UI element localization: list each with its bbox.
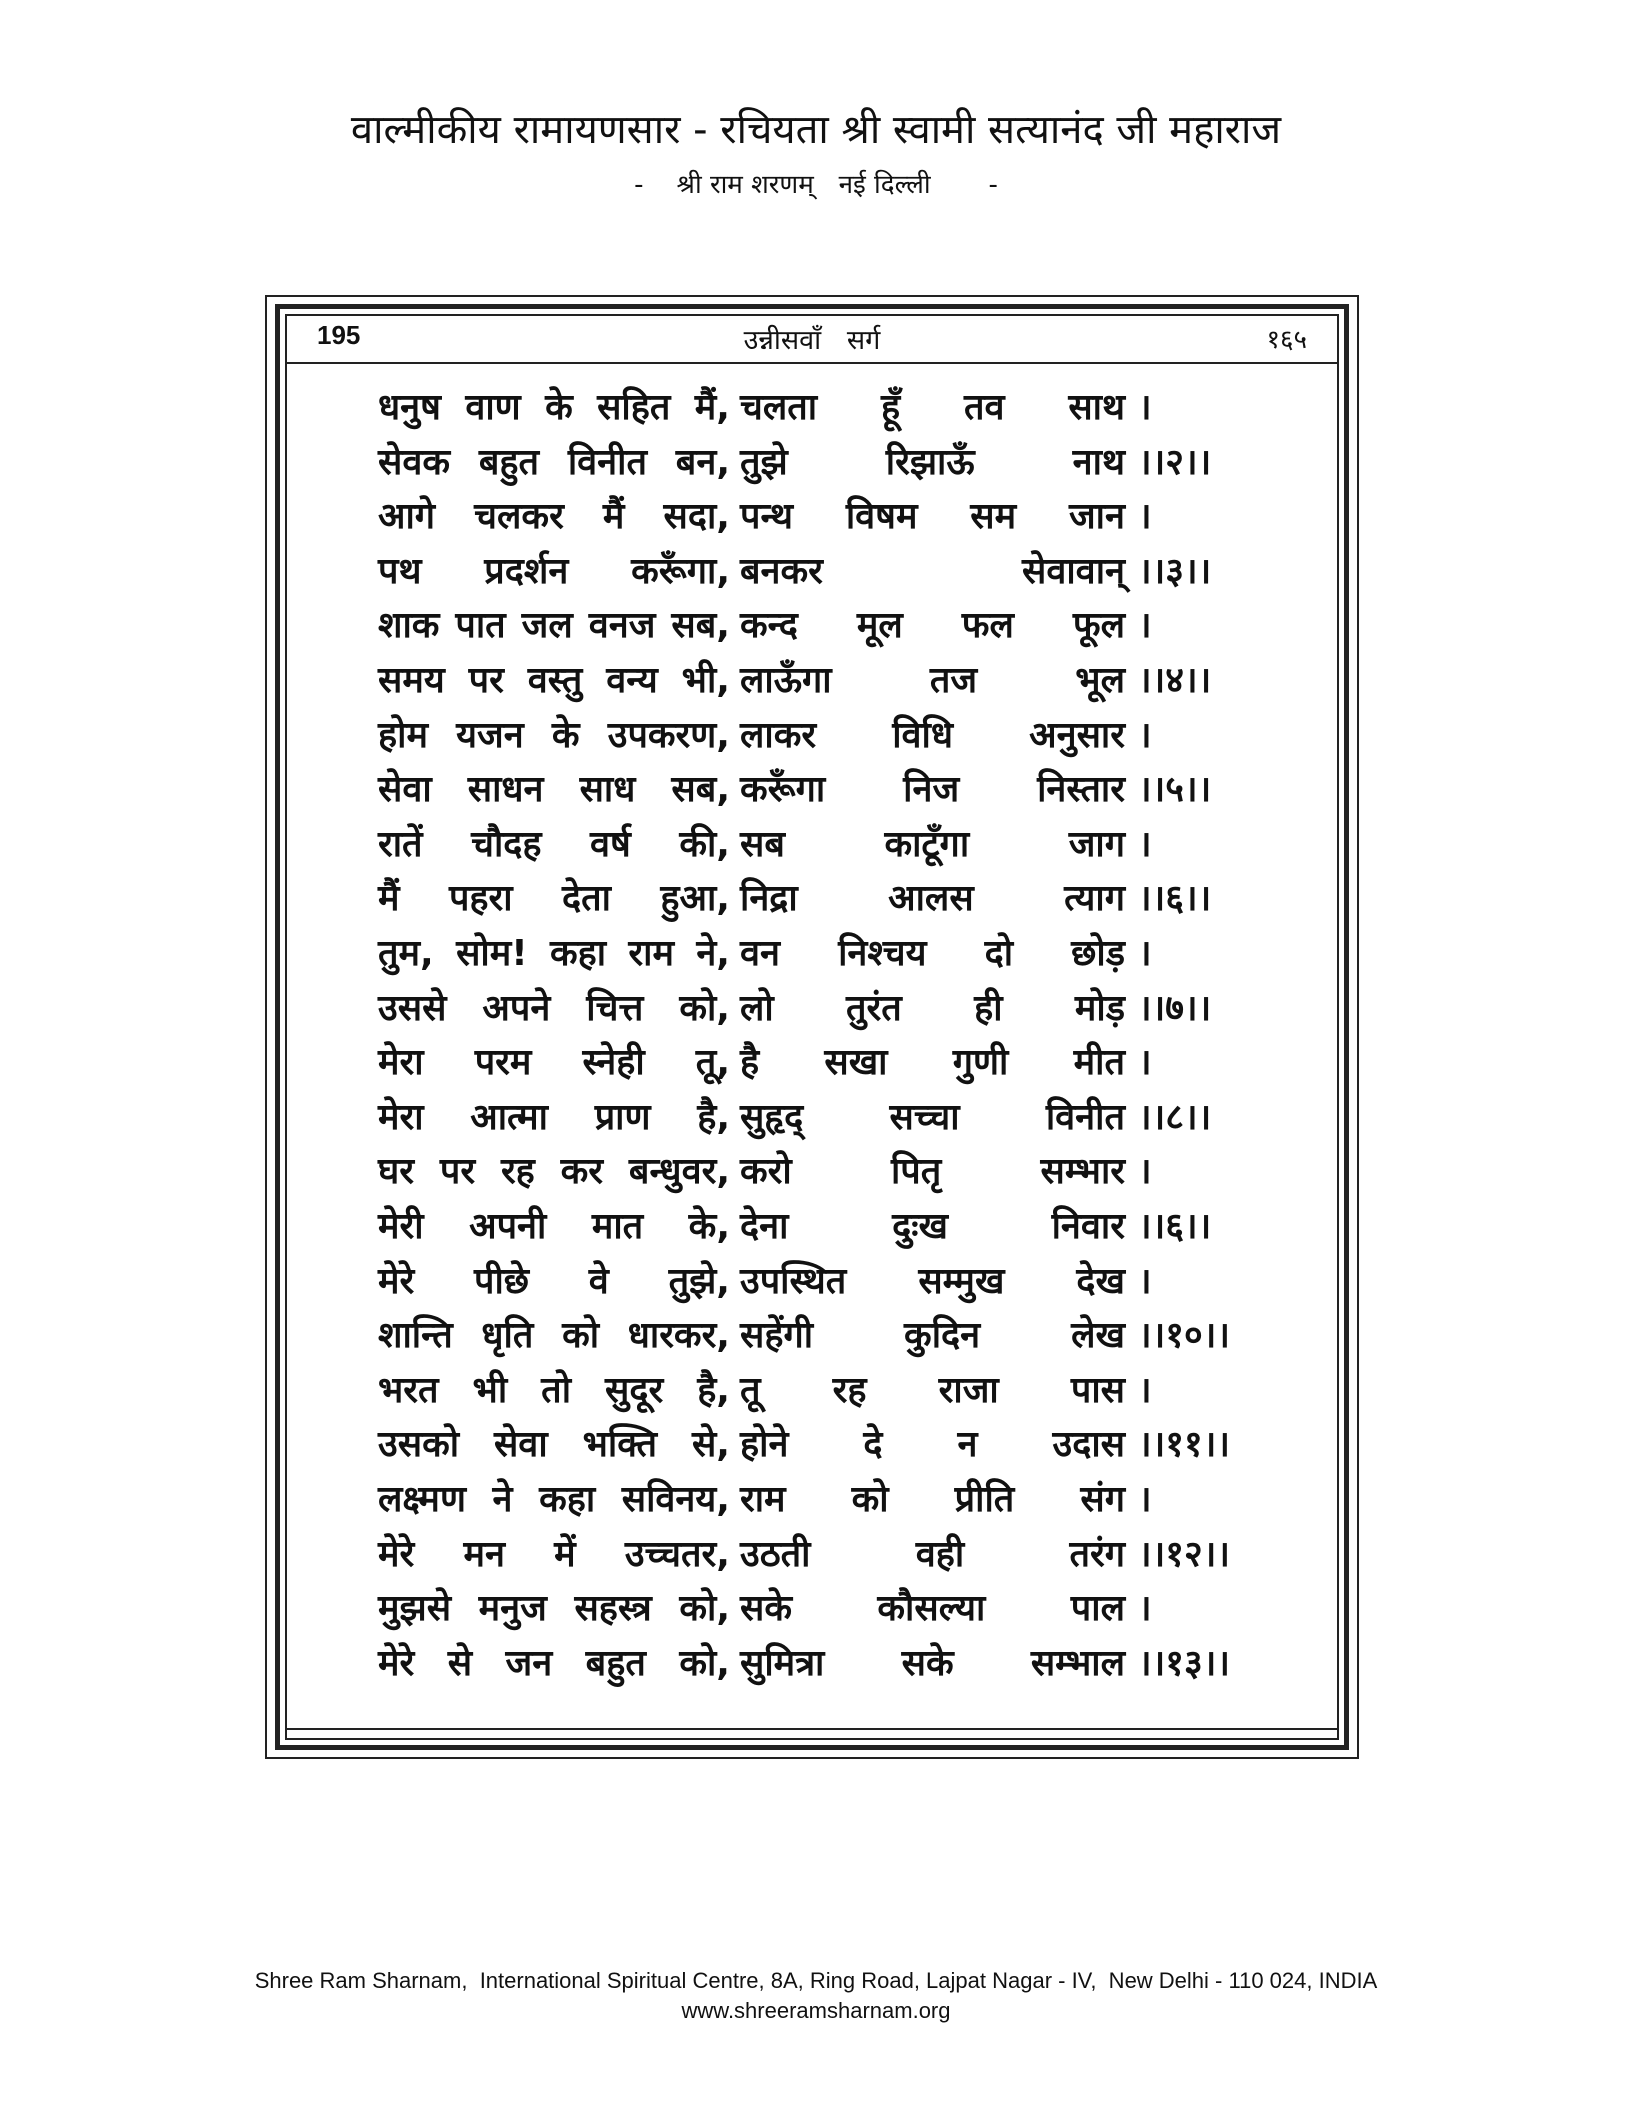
verse-first-half [378,1636,730,1691]
verse-word: में [554,1533,576,1575]
verse-word: फूल [1072,605,1125,647]
verse-word: तुझे, [668,1260,730,1302]
verse-end-mark: । [1138,1042,1152,1084]
verse-word: घर [378,1151,414,1193]
verse-word: करो [740,1151,792,1193]
verse-first-half [378,762,730,817]
verse-word: निवार [1051,1206,1125,1247]
verse-word: मात [591,1206,644,1247]
verse-first-half [378,1254,730,1309]
verse-word: साधन [467,769,544,811]
verse-word: संग [1080,1479,1125,1520]
verse-word: पाल [1070,1588,1125,1630]
verse-end-mark: ।।११।। [1138,1424,1231,1466]
verse-end-mark: ।।५।। [1138,769,1212,811]
verse-line [378,1199,1258,1254]
verse-word: उठती [740,1533,811,1575]
frame-bottom-rule [285,1728,1339,1730]
verse-word: प्राण [594,1096,651,1138]
verse-word: भी, [681,660,730,701]
verse-word: को, [679,987,730,1029]
verse-second-half [740,1472,1125,1527]
verse-second-half [740,1308,1125,1363]
verse-word: उसको [378,1424,460,1466]
verse-second-half [740,1636,1125,1691]
verse-word: ही [974,987,1003,1029]
verse-word: सब [740,823,785,865]
verse-word: चौदह [471,823,542,865]
verse-word: वन [740,933,780,974]
verse-first-half [378,1472,730,1527]
verse-word: सब, [671,605,730,647]
verse-word: सब, [671,769,730,811]
verse-line [378,1363,1258,1418]
verse-word: तरंग [1069,1533,1125,1575]
verse-word: तू [740,1369,761,1411]
verse-word: भूल [1075,660,1125,701]
verse-word: देख [1076,1260,1125,1302]
verse-first-half [378,380,730,435]
verse-word: मोड़ [1074,987,1125,1029]
verse-word: देना [740,1206,789,1247]
verse-word: काटूँगा [884,823,970,865]
verse-first-half [378,1090,730,1145]
verse-word: पर [439,1151,476,1193]
verse-word: से [447,1642,473,1684]
verse-word: उदास [1052,1424,1125,1466]
verse-line [378,489,1258,544]
verse-word: मीत [1073,1042,1125,1084]
verse-word: मेरा [378,1096,424,1138]
verse-word: तव [963,387,1005,428]
verse-line [378,380,1258,435]
verse-first-half [378,489,730,544]
verse-word: विधि [892,714,954,756]
verse-word: आगे [378,496,436,538]
verse-word: निस्तार [1037,769,1125,811]
verse-first-half [378,1581,730,1636]
verse-word: सुमित्रा [740,1642,825,1684]
verse-second-half [740,1417,1125,1472]
verse-end-mark: । [1138,933,1152,974]
verse-word: है, [697,1096,730,1138]
verse-word: सम [970,496,1017,538]
verse-word: पन्थ [740,496,794,538]
verse-word: तू, [695,1042,730,1084]
verse-word: तुम, [378,933,434,974]
verse-word: सदा, [663,496,730,538]
verse-word: के, [688,1206,730,1247]
verse-word: हूँ [880,387,901,428]
verse-word: सहेंगी [740,1315,814,1357]
verse-word: सके [901,1642,954,1684]
verse-line [378,926,1258,981]
verse-word: लेख [1071,1315,1125,1357]
verse-word: सहित [597,387,671,428]
verse-second-half [740,926,1125,981]
verse-word: चलता [740,387,818,428]
verse-word: परम [474,1042,532,1084]
verse-word: कहा [550,933,607,974]
verse-word: सेवा [493,1424,548,1466]
verse-second-half [740,817,1125,872]
verse-second-half [740,762,1125,817]
verse-word: जल [521,605,573,647]
verse-second-half [740,489,1125,544]
verse-word: नाथ [1072,441,1125,483]
verse-word: तो [541,1369,572,1411]
verse-word: सुहृद् [740,1096,804,1138]
footer-address: Shree Ram Sharnam, International Spiritual Centre, 8A, Ring Road, Lajpat Nagar - IV, New Delhi - 110 024, INDIA [254,1968,1378,1993]
verse-word: धनुष [378,387,441,428]
verse-word: मेरे [378,1642,415,1684]
verse-word: उससे [378,987,447,1029]
verse-second-half [740,1363,1125,1418]
verse-word: मैं [378,878,400,920]
verse-first-half [378,435,730,490]
verse-end-mark: । [1138,1479,1152,1520]
verse-word: आलस [888,878,974,920]
verse-word: न [957,1424,978,1466]
verse-word: भी [472,1369,508,1411]
verse-word: फल [961,605,1014,647]
verse-word: पहरा [448,878,513,920]
verse-line [378,1035,1258,1090]
verse-line [378,1417,1258,1472]
verse-end-mark: ।।६।। [1138,1206,1212,1247]
verse-word: सविनय, [621,1479,730,1520]
verse-word: रह [500,1151,535,1193]
verse-line [378,1581,1258,1636]
verse-word: सेवक [378,441,451,483]
verse-word: सम्मुख [918,1260,1005,1302]
verse-end-mark: ।।७।। [1138,987,1212,1029]
verse-word: है [740,1042,760,1084]
verse-word: उच्चतर, [624,1533,730,1575]
verse-word: साध [579,769,636,811]
verse-second-half [740,1035,1125,1090]
verse-first-half [378,1527,730,1582]
verse-word: को, [679,1588,730,1630]
verse-word: जन [505,1642,553,1684]
verse-word: हुआ, [660,878,730,920]
verse-second-half [740,1199,1125,1254]
verse-first-half [378,1035,730,1090]
verse-word: मेरे [378,1533,415,1575]
verse-word: मैं, [694,387,730,428]
verse-word: वाण [465,387,521,428]
verse-word: लाऊँगा [740,660,832,701]
verse-word: पास [1070,1369,1125,1411]
verse-word: के [545,387,573,428]
verse-end-mark: । [1138,1369,1152,1411]
verse-word: सम्भार [1040,1151,1125,1193]
verse-second-half [740,1144,1125,1199]
verse-word: वनज [588,605,656,647]
verse-word: बहुत [478,441,540,483]
verse-second-half [740,1581,1125,1636]
verse-word: समय [378,660,445,701]
verse-second-half [740,708,1125,763]
verse-first-half [378,1199,730,1254]
verse-word: रह [832,1369,867,1411]
verse-word: होम [378,714,428,756]
verse-word: को [562,1315,600,1357]
verse-word: बनकर [740,550,823,592]
verse-word: जाग [1068,823,1125,865]
verse-end-mark: । [1138,1260,1152,1302]
document-subtitle: - श्री राम शरणम् नई दिल्ली - [634,170,998,200]
verse-line [378,653,1258,708]
verse-word: को [851,1479,889,1520]
verse-end-mark: । [1138,714,1152,756]
verse-word: अनुसार [1029,714,1125,756]
verse-word: तुरंत [846,987,902,1029]
verse-word: शान्ति [378,1315,453,1357]
verse-line [378,1090,1258,1145]
verse-word: अपनी [469,1206,547,1247]
verse-first-half [378,544,730,599]
verse-word: दो [984,933,1014,974]
verse-word: कन्द [740,605,798,647]
document-title: वाल्मीकीय रामायणसार - रचियता श्री स्वामी सत्यानंद जी महाराज [350,107,1282,153]
verse-line [378,1636,1258,1691]
verse-word: लक्ष्मण [378,1479,466,1520]
verse-word: चित्त [586,987,644,1029]
verse-word: मूल [856,605,903,647]
verse-second-half [740,1254,1125,1309]
verse-word: वन्य [606,660,658,701]
verse-word: मेरी [378,1206,424,1247]
verse-second-half [740,435,1125,490]
verse-word: उपस्थित [740,1260,847,1302]
verse-word: वे [588,1260,609,1302]
verse-first-half [378,1363,730,1418]
verse-word: लो [740,987,774,1029]
verse-word: पीछे [474,1260,530,1302]
verse-second-half [740,653,1125,708]
verse-first-half [378,871,730,926]
verse-word: यजन [456,714,524,756]
verse-word: भक्ति [582,1424,658,1466]
verse-word: वही [915,1533,965,1575]
verse-first-half [378,926,730,981]
verse-word: तुझे [740,441,788,483]
verse-word: रिझाऊँ [885,441,975,483]
verse-word: कौसल्या [877,1588,986,1630]
verse-word: बहुत [585,1642,646,1684]
verse-end-mark: । [1138,605,1152,647]
verse-line [378,762,1258,817]
verse-second-half [740,1090,1125,1145]
verse-word: भरत [378,1369,439,1411]
verse-word: कर [560,1151,604,1193]
verse-word: रातें [378,823,423,865]
verse-word: धृति [481,1315,534,1357]
verse-word: तज [929,660,978,701]
verse-end-mark: ।।२।। [1138,441,1212,483]
verse-line [378,1472,1258,1527]
verse-word: बन, [675,441,730,483]
verse-word: स्नेही [582,1042,645,1084]
verse-word: मनुज [478,1588,547,1630]
verse-end-mark: ।।४।। [1138,660,1212,701]
verse-end-mark: । [1138,387,1152,428]
verse-word: राम [628,933,674,974]
verse-first-half [378,817,730,872]
verse-word: पथ [378,550,422,592]
verse-word: होने [740,1424,789,1466]
verse-first-half [378,598,730,653]
verse-word: सके [740,1588,792,1630]
verse-first-half [378,1144,730,1199]
verse-word: चलकर [474,496,564,538]
verse-word: करूँगा [740,769,826,811]
verse-word: सम्भाल [1030,1642,1125,1684]
verse-second-half [740,598,1125,653]
verse-word: वस्तु [527,660,583,701]
verse-word: पर [468,660,504,701]
verse-line [378,435,1258,490]
verse-word: सहस्त्र [574,1588,652,1630]
verse-end-mark: ।।१३।। [1138,1642,1231,1684]
verse-word: प्रीति [954,1479,1015,1520]
verse-word: निज [903,769,960,811]
verse-word: से, [691,1424,730,1466]
verse-word: बन्धुवर, [628,1151,730,1193]
page-number-devanagari: १६५ [1266,325,1307,355]
verse-word: त्याग [1064,878,1125,920]
verse-word: सच्चा [889,1096,960,1138]
verse-end-mark: । [1138,1151,1152,1193]
verse-word: अपने [482,987,551,1029]
verse-word: निश्चय [838,933,927,974]
verse-word: पितृ [890,1151,942,1193]
verse-word: के [551,714,580,756]
verse-first-half [378,708,730,763]
verse-word: लाकर [740,714,817,756]
verse-end-mark: । [1138,823,1152,865]
verse-word: है, [697,1369,730,1411]
verse-word: विषम [845,496,918,538]
verse-word: राम [740,1479,786,1520]
verse-word: की, [679,823,730,865]
verse-word: ने, [696,933,730,974]
verse-line [378,871,1258,926]
verse-word: करूँगा, [631,550,730,592]
verse-second-half [740,871,1125,926]
verse-second-half [740,380,1125,435]
verse-word: धारकर, [627,1315,730,1357]
verse-word: मैं [602,496,625,538]
chapter-title: उन्नीसवाँ सर्ग [743,325,881,356]
verse-word: राजा [938,1369,999,1411]
verse-first-half [378,1417,730,1472]
verse-word: विनीत [1045,1096,1125,1138]
verse-word: दुःख [892,1206,948,1247]
verse-line [378,1308,1258,1363]
verse-word: सुदूर [605,1369,664,1411]
verse-word: सेवा [378,769,432,811]
verse-end-mark: ।।१२।। [1138,1533,1231,1575]
verse-line [378,544,1258,599]
verse-first-half [378,653,730,708]
verse-word: मुझसे [378,1588,452,1630]
verse-word: कहा [539,1479,596,1520]
verse-end-mark: ।।८।। [1138,1096,1212,1138]
verse-word: सेवावान् [1022,550,1125,592]
verse-line [378,1527,1258,1582]
verse-end-mark: ।।६।। [1138,878,1212,920]
verse-second-half [740,981,1125,1036]
verse-word: छोड़ [1071,933,1125,974]
verse-word: साथ [1068,387,1125,428]
verse-end-mark: । [1138,496,1152,538]
verse-word: देता [562,878,611,920]
verse-word: सखा [824,1042,888,1084]
verse-word: शाक [378,605,440,647]
verse-line [378,817,1258,872]
verse-word: मेरा [378,1042,424,1084]
verse-word: विनीत [567,441,647,483]
verse-word: उपकरण, [607,714,730,756]
verse-word: सोम! [456,933,528,974]
verse-line [378,598,1258,653]
verse-second-half [740,1527,1125,1582]
verse-second-half [740,544,1125,599]
verse-word: ने [492,1479,513,1520]
page-header [287,318,1337,364]
verse-word: जान [1068,496,1125,538]
verse-line [378,1254,1258,1309]
verse-first-half [378,981,730,1036]
footer-website: www.shreeramsharnam.org [681,1998,951,2023]
verse-end-mark: । [1138,1588,1152,1630]
verse-word: पात [455,605,506,647]
verse-word: दे [863,1424,883,1466]
verse-word: वर्ष [590,823,631,865]
verse-line [378,1144,1258,1199]
verse-word: को, [679,1642,730,1684]
page-number-arabic: 195 [317,320,361,350]
verse-word: आत्मा [470,1096,549,1138]
verse-word: प्रदर्शन [484,550,569,592]
verse-word: मेरे [378,1260,415,1302]
verse-line [378,708,1258,763]
verse-end-mark: ।।१०।। [1138,1315,1231,1357]
verse-line [378,981,1258,1036]
verse-first-half [378,1308,730,1363]
verse-word: कुदिन [904,1315,981,1357]
verse-word: गुणी [952,1042,1009,1084]
verse-end-mark: ।।३।। [1138,550,1212,592]
verse-word: निद्रा [740,878,798,920]
verse-word: मन [463,1533,505,1575]
